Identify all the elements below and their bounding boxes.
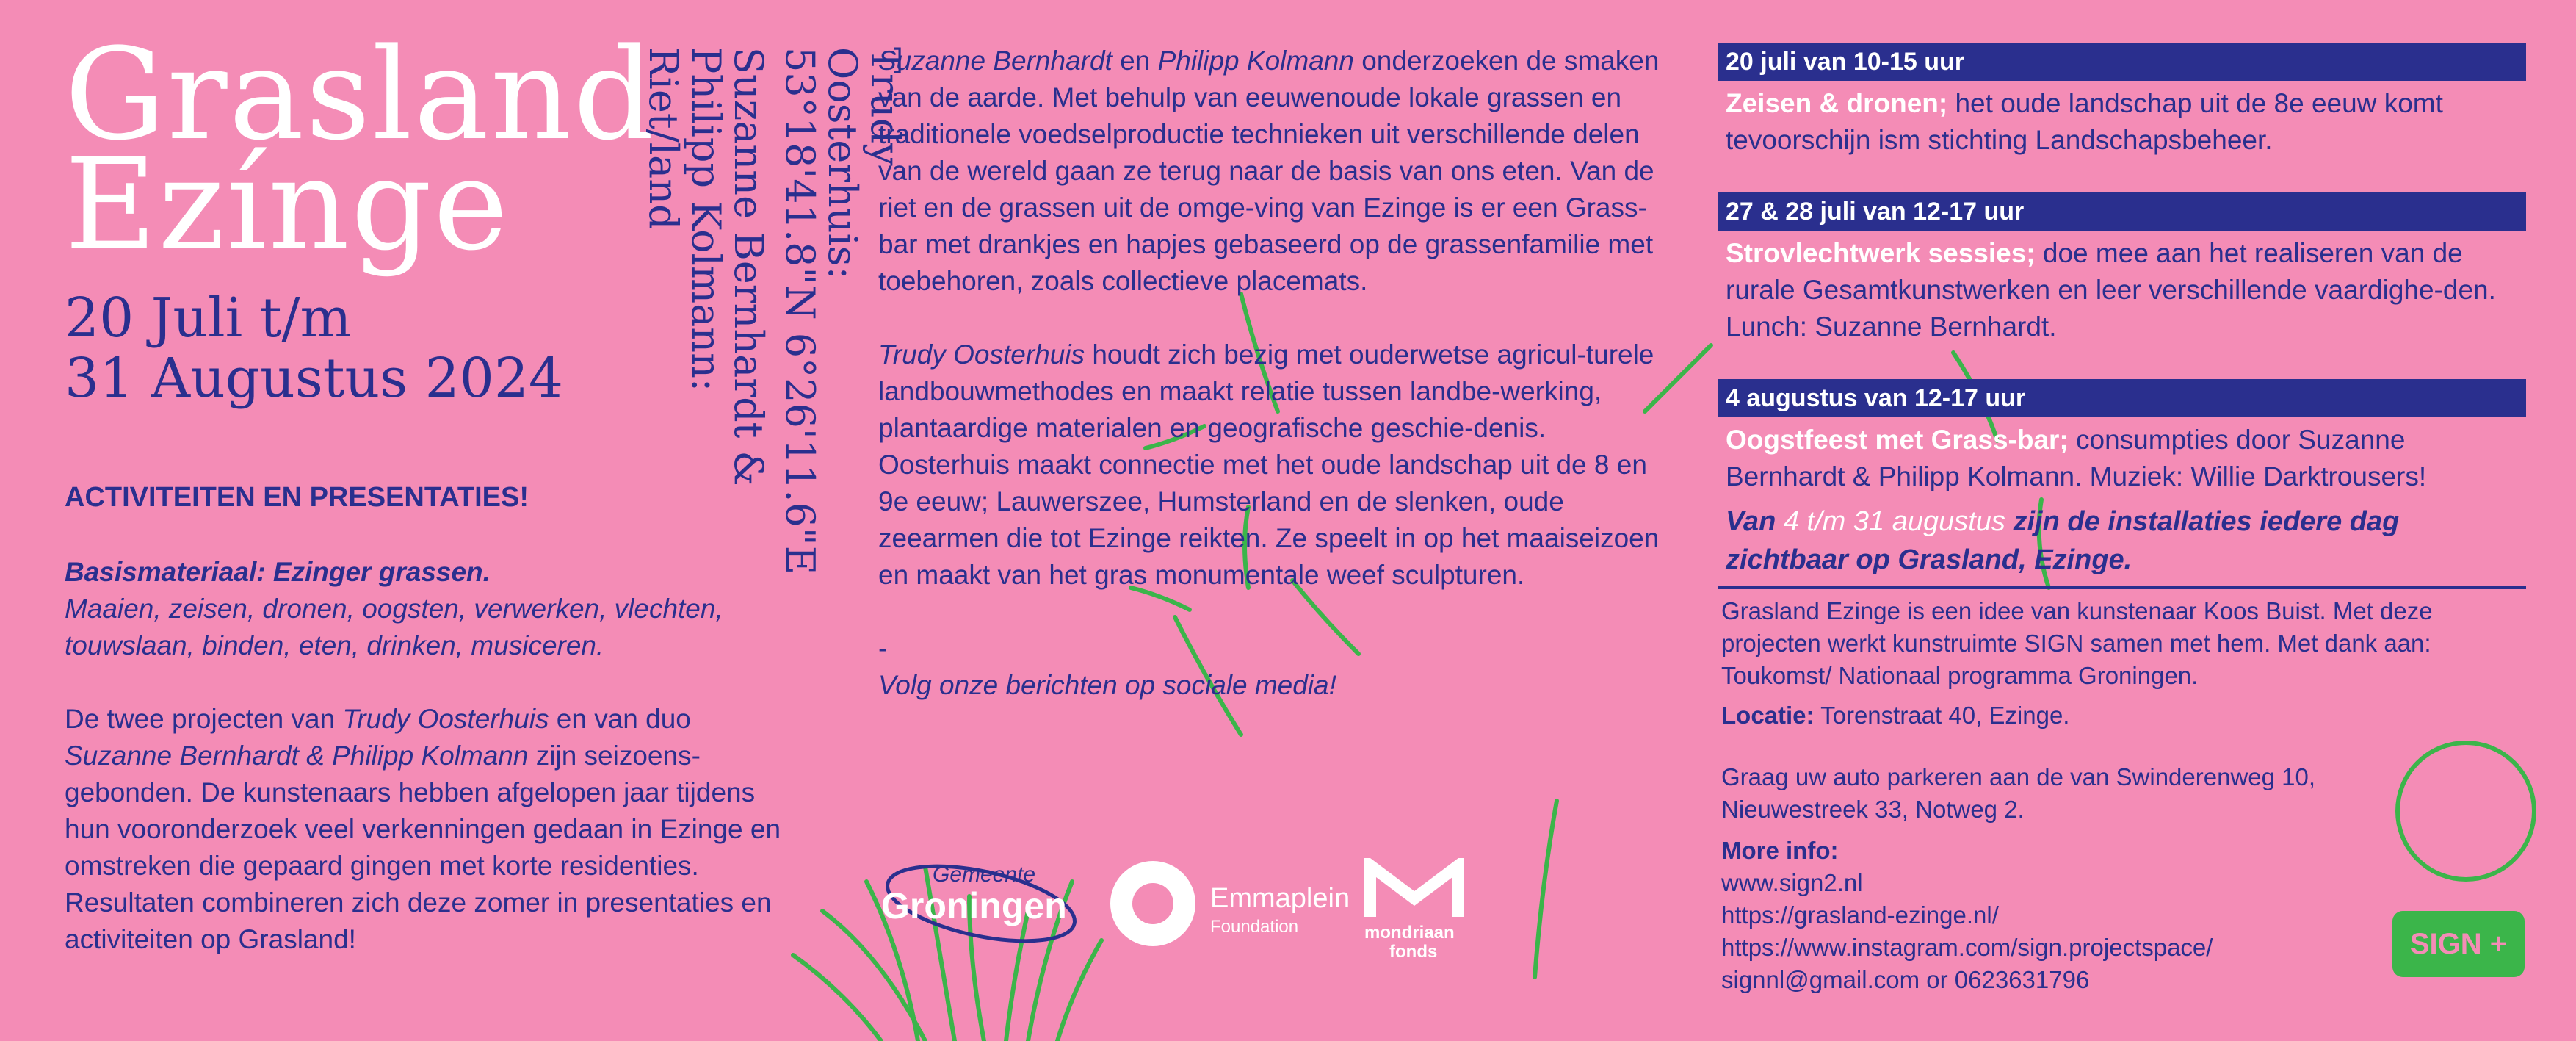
location-value: Torenstraat 40, Ezinge.	[1820, 702, 2070, 729]
event-3-title: Oogstfeest met Grass-bar;	[1726, 425, 2069, 455]
base-material-title: Basismateriaal: Ezinger grassen.	[65, 557, 491, 587]
left-column	[65, 479, 799, 958]
event-1-title: Zeisen & dronen;	[1726, 88, 1948, 118]
link-instagram[interactable]: https://www.instagram.com/sign.projectspace/	[1721, 934, 2213, 961]
more-info-label: More info:	[1721, 837, 1839, 864]
artist-trudy: Trudy Oosterhuis	[342, 704, 549, 734]
link-sign[interactable]: www.sign2.nl	[1721, 869, 1863, 896]
activities-heading: ACTIVITEITEN EN PRESENTATIES!	[65, 482, 529, 513]
title-line-1: Grasland	[65, 21, 656, 168]
sign-logo: SIGN +	[2392, 911, 2525, 977]
grass-seal-icon	[2395, 741, 2536, 882]
dash: -	[878, 633, 888, 663]
projects-paragraph: De twee projecten van Trudy Oosterhuis en van duo Suzanne Bernhardt & Philipp Kolmann zijn seizoens-gebonden. De kunstenaars hebben afgelopen jaar tijdens hun vooronderzoek veel verkenningen gedaan in Ezinge en omstreken die gepaard gingen met korte residenties. Resultaten combineren zich deze zomer in presentaties en activiteiten op Grasland!	[65, 704, 781, 954]
event-3-text: consumpties door Suzanne Bernhardt & Philipp Kolmann. Muziek: Willie Darktrousers!	[1726, 425, 2427, 491]
parking-text: Graag uw auto parkeren aan de van Swinderenweg 10, Nieuwestreek 33, Notweg 2.	[1721, 763, 2316, 823]
mondriaan-m-icon	[1363, 858, 1466, 924]
dates-line-1: 20 Juli t/m	[65, 287, 352, 350]
emmaplein-logo: Emmaplein Foundation	[1110, 858, 1345, 961]
social-media-line: Volg onze berichten op sociale media!	[878, 670, 1336, 700]
gemeente-groningen-logo: Gemeente Groningen	[878, 858, 1099, 961]
vertical-suzanne-philipp: Suzanne Bernhardt & Philipp Kolmann: Riet/land	[640, 47, 772, 486]
suzanne-philipp-paragraph: Suzanne Bernhardt en Philipp Kolmann onderzoeken de smaken van de aarde. Met behulp van eeuwenoude lokale grassen en traditionele voedselproductie technieken uit verschillende delen van de wereld gaan ze terug naar de basis van ons eten. Van de riet en de grassen uit de omge-ving van Ezinge is er een Grass-bar met drankjes en hapjes gebaseerd op de grassenfamilie met toebehoren, zoals collectieve placemats.	[878, 46, 1660, 296]
title-line-2: Ezínge	[65, 131, 510, 278]
contact-info: signnl@gmail.com or 0623631796	[1721, 966, 2090, 993]
artist-duo: Suzanne Bernhardt & Philipp Kolmann	[65, 741, 529, 771]
about-text: Grasland Ezinge is een idee van kunstenaar Koos Buist. Met deze projecten werkt kunstruimte SIGN samen met hem. Met dank aan: Toukomst/ Nationaal programma Groningen.	[1721, 597, 2433, 689]
event-title	[65, 21, 656, 278]
vertical-trudy: Trudy Oosterhuis: 53°18'41.8"N 6°26'11.6"E	[777, 47, 908, 575]
event-2-text: doe mee aan het realiseren van de rurale Gesamtkunstwerken en leer verschillende vaardighe-den. Lunch: Suzanne Bernhardt.	[1726, 238, 2496, 342]
location-label: Locatie:	[1721, 702, 1815, 729]
event-3	[1718, 379, 2526, 495]
installation-note: Van 4 t/m 31 augustus zijn de installaties iedere dag zichtbaar op Grasland, Ezinge.	[1726, 506, 2400, 575]
event-dates	[65, 288, 696, 408]
event-3-date: 4 augustus van 12-17 uur	[1718, 379, 2526, 417]
link-grasland[interactable]: https://grasland-ezinge.nl/	[1721, 901, 1999, 929]
trudy-paragraph: Trudy Oosterhuis houdt zich bezig met ouderwetse agricul-turele landbouwmethodes en maakt relatie tussen landbe-werking, plantaardige materialen en geografische geschie-denis. Oosterhuis maakt connectie met het oude landschap uit de 8 en 9e eeuw; Lauwerszee, Humsterland en de slenken, oude zeearmen die tot Ezinge reikten. Ze speelt in op het maaiseizoen en maakt van het gras monumentale weef sculpturen.	[878, 339, 1660, 590]
right-column	[1718, 43, 2526, 996]
event-1	[1718, 43, 2526, 159]
dates-line-2: 31 Augustus 2024	[65, 347, 564, 410]
event-2-date: 27 & 28 juli van 12-17 uur	[1718, 192, 2526, 231]
base-material-list: Maaien, zeisen, dronen, oogsten, verwerken, vlechten, touwslaan, binden, eten, drinken, musiceren.	[65, 594, 723, 660]
divider	[1718, 586, 2526, 589]
event-2	[1718, 192, 2526, 345]
event-2-title: Strovlechtwerk sessies;	[1726, 238, 2036, 268]
event-1-text: het oude landschap uit de 8e eeuw komt tevoorschijn ism stichting Landschapsbeheer.	[1726, 88, 2443, 155]
event-1-date: 20 juli van 10-15 uur	[1718, 43, 2526, 81]
middle-column	[878, 43, 1671, 704]
mondriaan-fonds-logo: mondriaan fonds	[1360, 858, 1470, 968]
